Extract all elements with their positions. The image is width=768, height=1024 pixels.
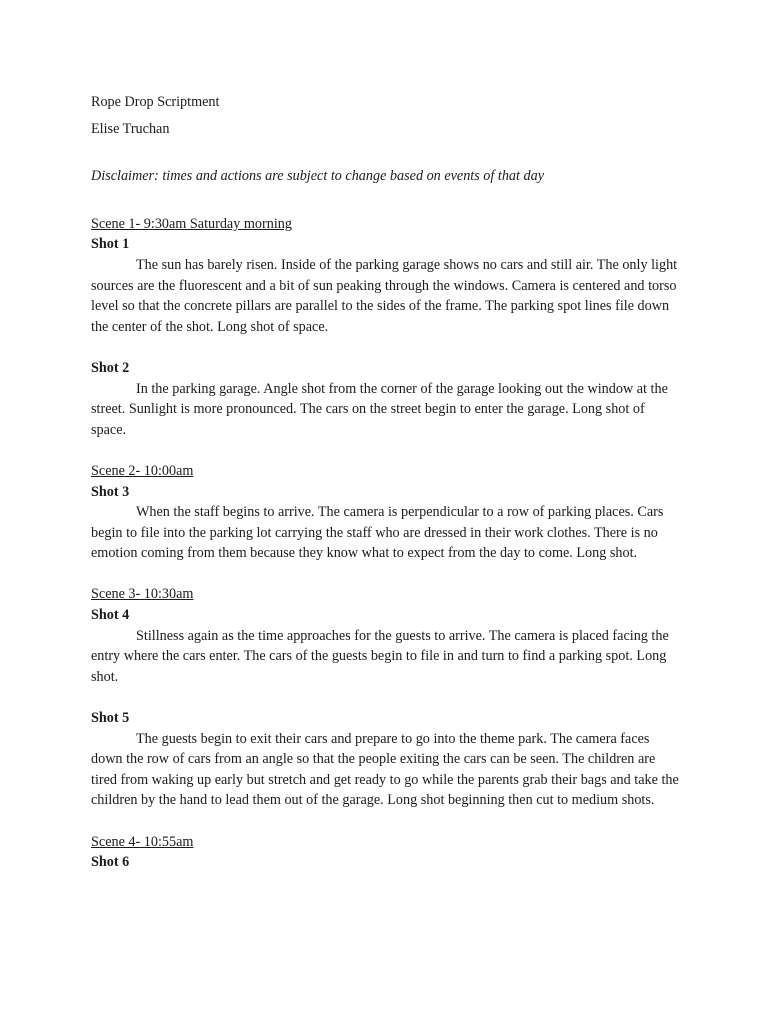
shot-description: Stillness again as the time approaches for the guests to arrive. The camera is placed facing the entry where the cars enter. The cars of the guests begin to file in and turn to find a parking spot. Long shot.: [91, 627, 669, 685]
shot-heading: Shot 4: [91, 607, 130, 624]
disclaimer: Disclaimer: times and actions are subject to change based on events of that day: [91, 168, 544, 185]
scene-1: [91, 214, 680, 461]
shot-heading: Shot 6: [91, 854, 130, 871]
scene-heading: Scene 4- 10:55am: [91, 833, 194, 850]
scene-3: [91, 584, 680, 831]
shot-heading: Shot 2: [91, 359, 130, 376]
shot-heading: Shot 3: [91, 483, 130, 500]
scene-heading: Scene 1- 9:30am Saturday morning: [91, 215, 292, 232]
scene-heading: Scene 2- 10:00am: [91, 462, 194, 479]
scene-heading: Scene 3- 10:30am: [91, 586, 194, 603]
scene-2: [91, 461, 680, 585]
shot-description: In the parking garage. Angle shot from the corner of the garage looking out the window at the street. Sunlight is more pronounced. The cars on the street begin to enter the garage. Long shot of space.: [91, 380, 668, 438]
shot-heading: Shot 5: [91, 710, 130, 727]
shot-description: The guests begin to exit their cars and prepare to go into the theme park. The camera faces down the row of cars from an angle so that the people exiting the cars can be seen. The children are tired from waking up early but stretch and get ready to go while the parents grab their bags and take the children by the hand to lead them out of the garage. Long shot beginning then cut to medium shots.: [91, 730, 679, 809]
document-author: Elise Truchan: [91, 120, 170, 137]
shot-description: When the staff begins to arrive. The camera is perpendicular to a row of parking places. Cars begin to file into the parking lot carrying the staff who are dressed in their work clothes. There is no emotion coming from them because they know what to expect from the day to come. Long shot.: [91, 504, 664, 562]
document-title: Rope Drop Scriptment: [91, 94, 220, 110]
shot-description: The sun has barely risen. Inside of the parking garage shows no cars and still air. The only light sources are the fluorescent and a bit of sun peaking through the windows. Camera is centered and torso level so that the concrete pillars are parallel to the sides of the frame. The parking spot lines file down the center of the shot. Long shot of space.: [91, 256, 678, 335]
shot-heading: Shot 1: [91, 236, 130, 253]
scene-4: [91, 832, 680, 873]
